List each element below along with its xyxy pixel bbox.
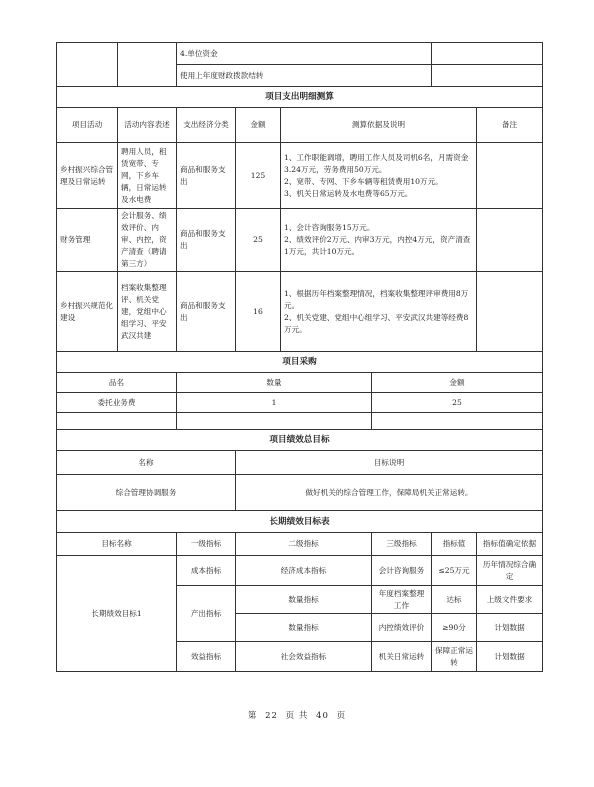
header-level2: 二级指标 — [236, 533, 372, 556]
value-basis-cell: 历年情况综合确定 — [477, 556, 543, 586]
level2-cell: 数量指标 — [236, 614, 372, 642]
header-value-basis: 指标值确定依据 — [477, 533, 543, 556]
fund-row — [57, 43, 543, 65]
header-item-name: 品名 — [57, 373, 177, 393]
note-cell — [477, 209, 543, 272]
activity-cell: 乡村振兴规范化建设 — [57, 272, 118, 352]
activity-cell: 财务管理 — [57, 209, 118, 272]
indicator-row — [57, 556, 543, 586]
basis-cell: 1、工作职能调增，聘用工作人员及司机6名，月需资金3.24万元，劳务费用50万元。 2、宽带、专网、下乡车辆等租赁费用10万元。 3、机关日常运转及水电费等65万元。 — [281, 143, 477, 209]
goal-name-cell: 长期绩效目标1 — [57, 556, 177, 672]
carryover-label: 使用上年度财政拨款结转 — [177, 65, 432, 87]
level3-cell: 内控绩效评价 — [372, 614, 432, 642]
detail-row — [57, 209, 543, 272]
level3-cell: 年度档案整理工作 — [372, 586, 432, 614]
long-term-header-row — [57, 533, 543, 556]
header-amount: 金额 — [236, 108, 281, 143]
detail-section-row — [57, 87, 543, 108]
value-cell: ≤25万元 — [432, 556, 477, 586]
header-level1: 一级指标 — [177, 533, 236, 556]
detail-row — [57, 143, 543, 209]
goal-desc-cell: 做好机关的综合管理工作，保障局机关正常运转。 — [236, 475, 543, 511]
procurement-section-title: 项目采购 — [57, 352, 543, 373]
item-name-cell: 委托业务费 — [57, 393, 177, 413]
level1-cell: 成本指标 — [177, 556, 236, 586]
value-cell: 达标 — [432, 586, 477, 614]
amount-cell: 125 — [236, 143, 281, 209]
header-goal-desc: 目标说明 — [236, 451, 543, 475]
unit-fund-label: 4.单位资金 — [177, 43, 432, 65]
activity-cell: 乡村振兴综合管理及日常运转 — [57, 143, 118, 209]
header-name: 名称 — [57, 451, 236, 475]
procurement-section-row — [57, 352, 543, 373]
level1-cell: 效益指标 — [177, 642, 236, 672]
detail-section-title: 项目支出明细测算 — [57, 87, 543, 108]
page-number: 22 — [265, 711, 278, 721]
content-cell: 聘用人员，租赁宽带、专网，下乡车辆，日常运转及水电费 — [118, 143, 177, 209]
header-basis: 测算依据及说明 — [281, 108, 477, 143]
note-cell — [477, 143, 543, 209]
total-pages: 40 — [316, 711, 329, 721]
value-basis-cell: 计划数据 — [477, 614, 543, 642]
value-cell: ≥90分 — [432, 614, 477, 642]
footer-mid: 页 共 — [285, 711, 309, 721]
header-goal-name: 目标名称 — [57, 533, 177, 556]
header-note: 备注 — [477, 108, 543, 143]
perf-goal-section-title: 项目绩效总目标 — [57, 430, 543, 451]
procurement-row — [57, 413, 543, 430]
page-footer — [0, 709, 594, 721]
value-cell: 保障正常运转 — [432, 642, 477, 672]
long-term-section-title: 长期绩效目标表 — [57, 511, 543, 533]
quantity-cell — [177, 413, 372, 430]
category-cell: 商品和服务支出 — [177, 272, 236, 352]
level2-cell: 经济成本指标 — [236, 556, 372, 586]
header-level3: 三级指标 — [372, 533, 432, 556]
goal-name-cell: 综合管理协调服务 — [57, 475, 236, 511]
header-quantity: 数量 — [177, 373, 372, 393]
category-cell: 商品和服务支出 — [177, 143, 236, 209]
content-cell: 会计服务、绩效评价、内审、内控，资产清查（聘请第三方） — [118, 209, 177, 272]
level2-cell: 社会效益指标 — [236, 642, 372, 672]
category-cell: 商品和服务支出 — [177, 209, 236, 272]
footer-prefix: 第 — [247, 711, 258, 721]
basis-cell: 1、根据历年档案整理情况，档案收集整理评审费用8万元。 2、机关党建、党组中心组学习、平安武汉共建等经费8万元。 — [281, 272, 477, 352]
quantity-cell: 1 — [177, 393, 372, 413]
procurement-row — [57, 393, 543, 413]
header-activity: 项目活动 — [57, 108, 118, 143]
basis-cell: 1、会计咨询服务15万元。 2、绩效评价2万元、内审3万元，内控4万元，资产清查1万元，共计10万元。 — [281, 209, 477, 272]
document-page — [56, 42, 542, 672]
perf-goal-row — [57, 475, 543, 511]
detail-row — [57, 272, 543, 352]
detail-header-row — [57, 108, 543, 143]
value-basis-cell: 上级文件要求 — [477, 586, 543, 614]
note-cell — [477, 272, 543, 352]
procurement-header-row — [57, 373, 543, 393]
header-amount: 金额 — [372, 373, 543, 393]
level2-cell: 数量指标 — [236, 586, 372, 614]
amount-cell — [372, 413, 543, 430]
perf-goal-header-row — [57, 451, 543, 475]
value-basis-cell: 计划数据 — [477, 642, 543, 672]
budget-table — [56, 42, 543, 672]
long-term-section-row — [57, 511, 543, 533]
amount-cell: 25 — [372, 393, 543, 413]
amount-cell: 16 — [236, 272, 281, 352]
item-name-cell — [57, 413, 177, 430]
footer-suffix: 页 — [336, 711, 347, 721]
level1-cell: 产出指标 — [177, 586, 236, 642]
header-value: 指标值 — [432, 533, 477, 556]
content-cell: 档案收集整理评、机关党建，党组中心组学习、平安武汉共建 — [118, 272, 177, 352]
level3-cell: 会计咨询服务 — [372, 556, 432, 586]
header-category: 支出经济分类 — [177, 108, 236, 143]
level3-cell: 机关日常运转 — [372, 642, 432, 672]
header-content: 活动内容表述 — [118, 108, 177, 143]
perf-goal-section-row — [57, 430, 543, 451]
amount-cell: 25 — [236, 209, 281, 272]
